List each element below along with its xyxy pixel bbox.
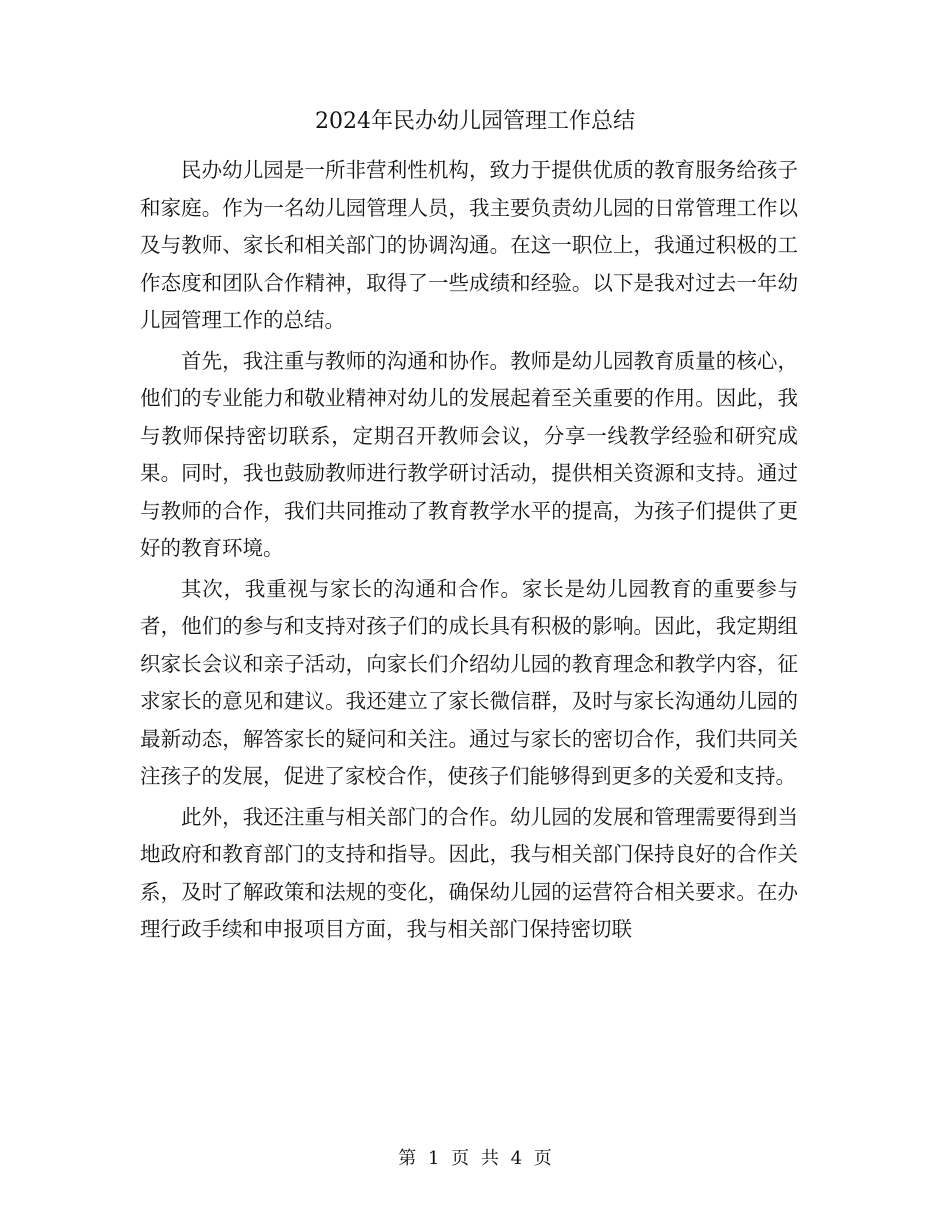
- document-body: [140, 152, 798, 952]
- paragraph: 民办幼儿园是一所非营利性机构，致力于提供优质的教育服务给孩子和家庭。作为一名幼儿园管理人员，我主要负责幼儿园的日常管理工作以及与教师、家长和相关部门的协调沟通。在这一职位上，我通过积极的工作态度和团队合作精神，取得了一些成绩和经验。以下是我对过去一年幼儿园管理工作的总结。: [140, 158, 798, 332]
- page-footer: 第 1 页 共 4 页: [398, 1148, 552, 1169]
- paragraph: 首先，我注重与教师的沟通和协作。教师是幼儿园教育质量的核心，他们的专业能力和敬业精神对幼儿的发展起着至关重要的作用。因此，我与教师保持密切联系，定期召开教师会议，分享一线教学经验和研究成果。同时，我也鼓励教师进行教学研讨活动，提供相关资源和支持。通过与教师的合作，我们共同推动了教育教学水平的提高，为孩子们提供了更好的教育环境。: [140, 348, 798, 560]
- paragraph: 此外，我还注重与相关部门的合作。幼儿园的发展和管理需要得到当地政府和教育部门的支持和指导。因此，我与相关部门保持良好的合作关系，及时了解政策和法规的变化，确保幼儿园的运营符合相关要求。在办理行政手续和申报项目方面，我与相关部门保持密切联: [140, 804, 798, 941]
- paragraph: 其次，我重视与家长的沟通和合作。家长是幼儿园教育的重要参与者，他们的参与和支持对孩子们的成长具有积极的影响。因此，我定期组织家长会议和亲子活动，向家长们介绍幼儿园的教育理念和教学内容，征求家长的意见和建议。我还建立了家长微信群，及时与家长沟通幼儿园的最新动态，解答家长的疑问和关注。通过与家长的密切合作，我们共同关注孩子的发展，促进了家校合作，使孩子们能够得到更多的关爱和支持。: [140, 576, 798, 788]
- document-title: 2024年民办幼儿园管理工作总结: [315, 109, 635, 134]
